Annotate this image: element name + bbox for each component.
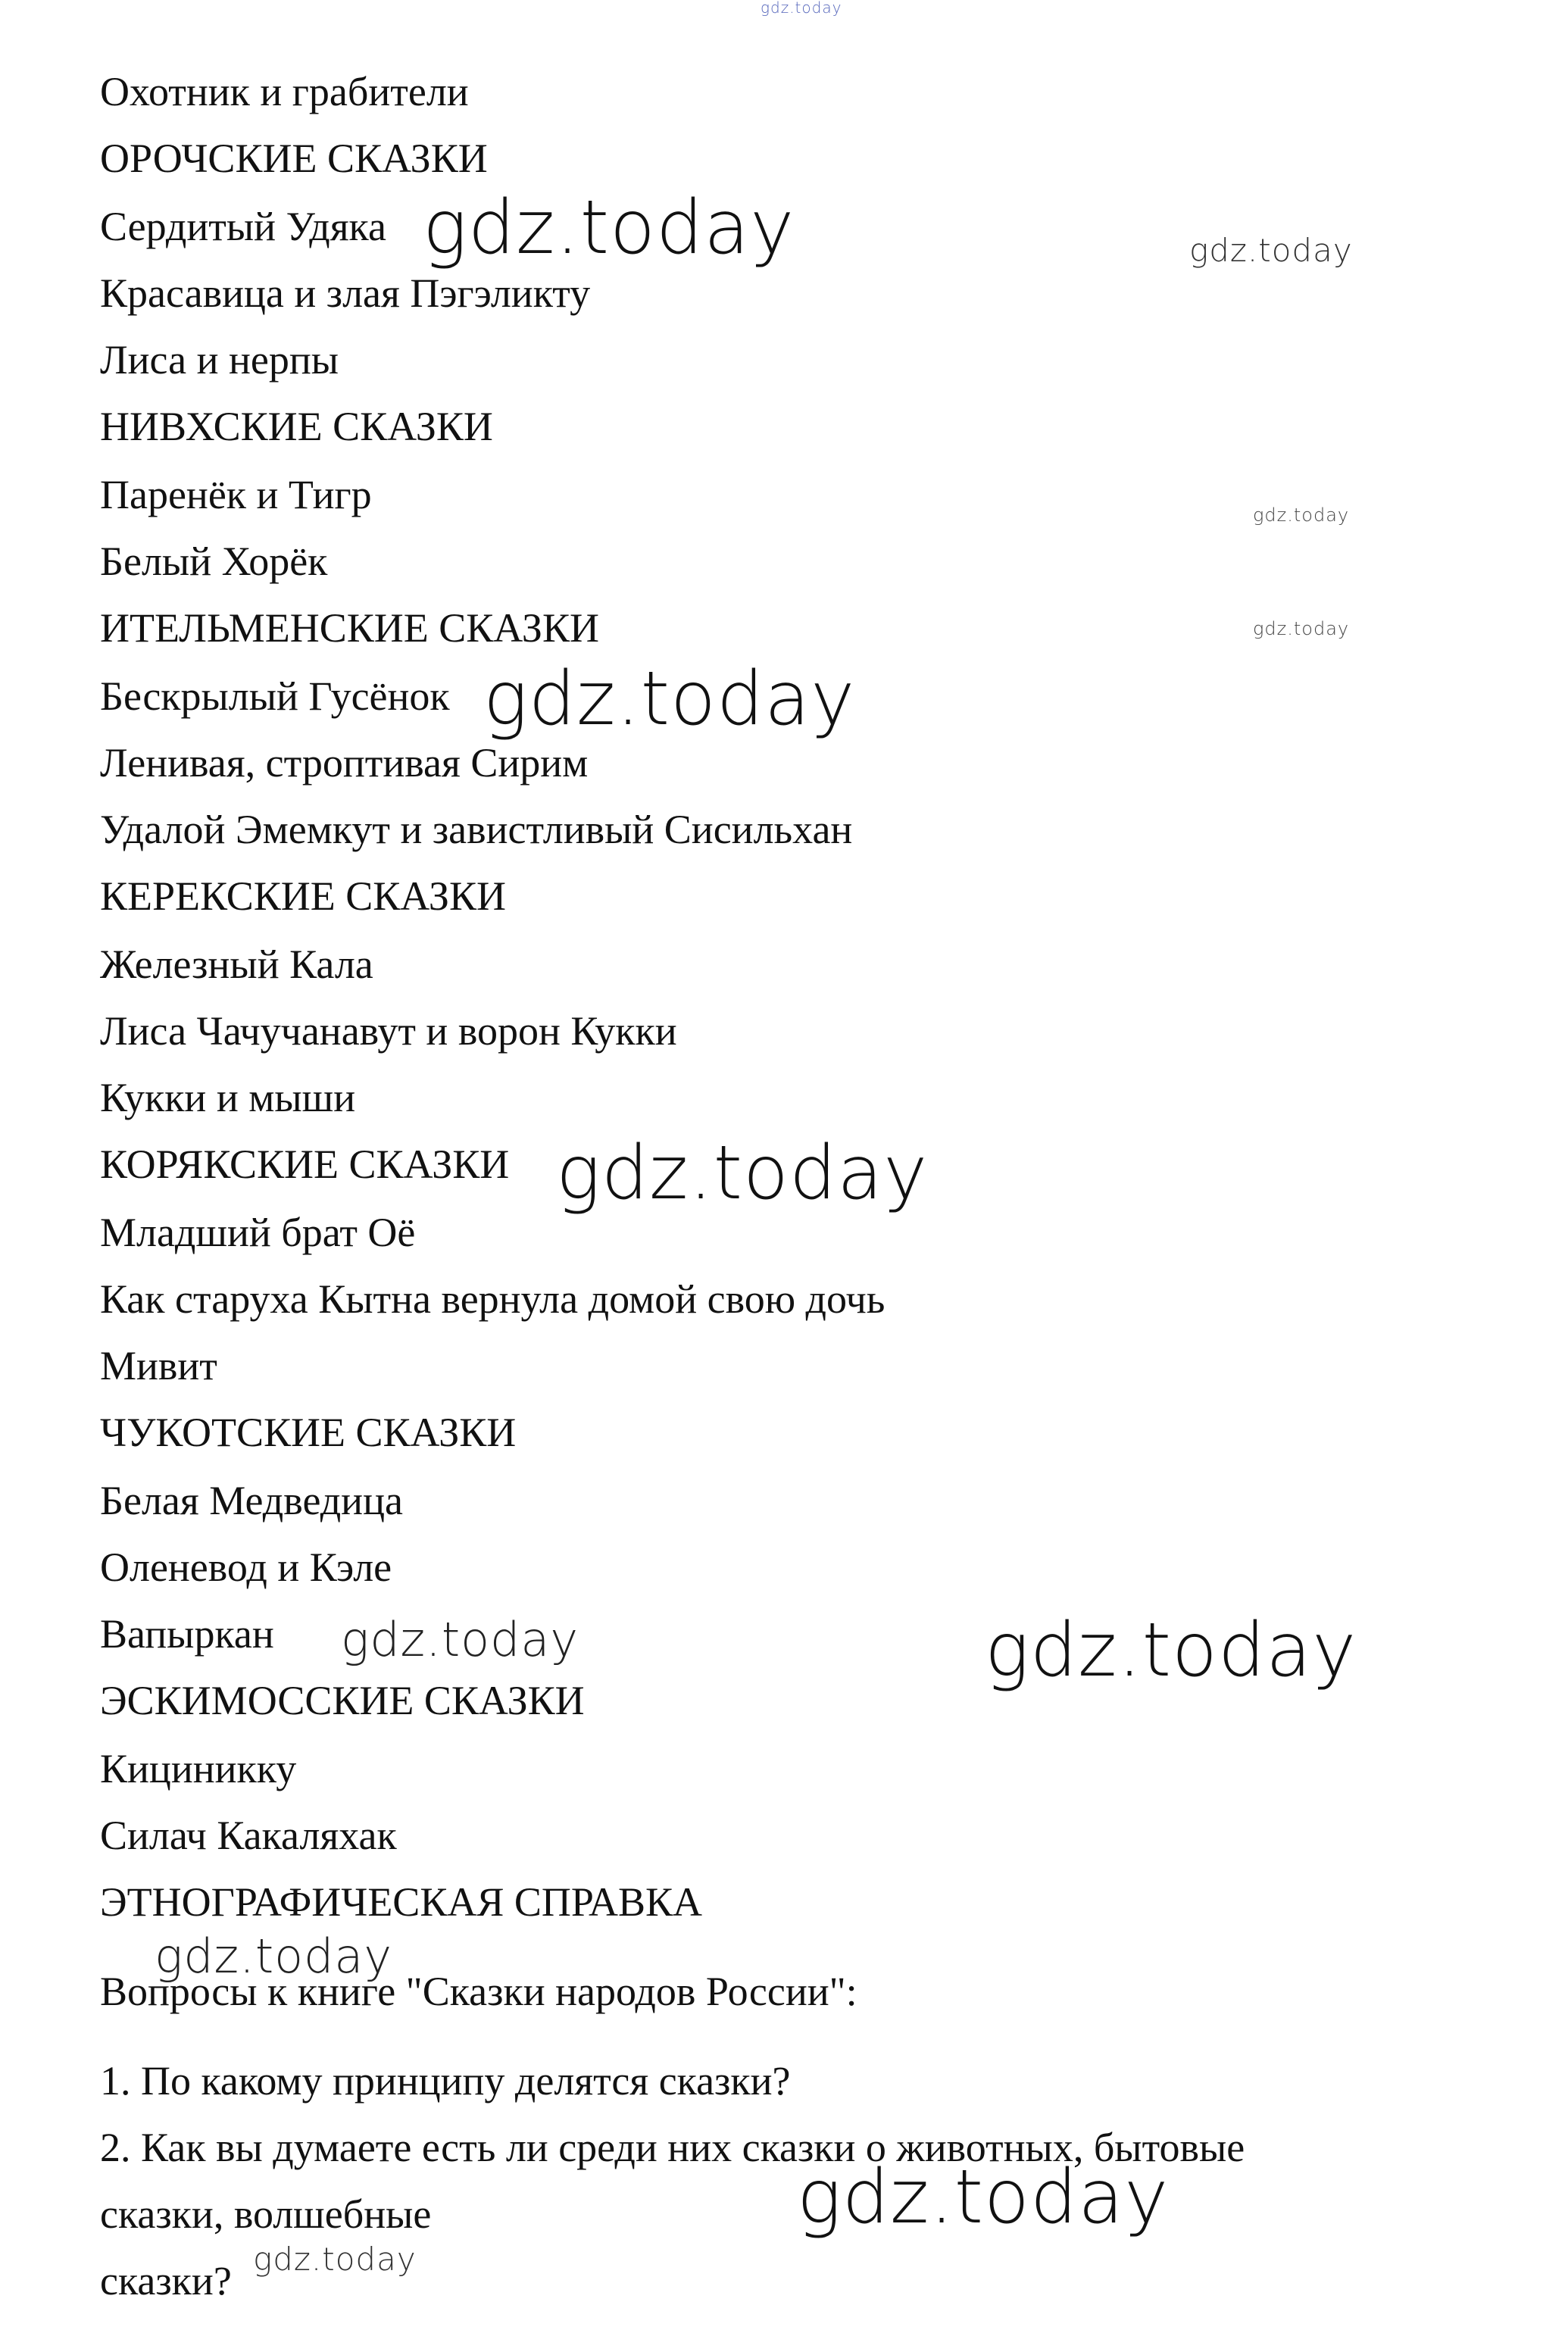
section-heading: ОРОЧСКИЕ СКАЗКИ <box>100 136 488 181</box>
toc-item: Красавица и злая Пэгэликту <box>100 270 591 316</box>
watermark: gdz.today <box>761 0 842 17</box>
toc-item: Как старуха Кытна вернула домой свою дочь <box>100 1276 886 1322</box>
toc-item: Силач Какаляхак <box>100 1813 397 1858</box>
watermark: gdz.today <box>253 2241 417 2278</box>
questions-heading: Вопросы к книге "Сказки народов России": <box>100 1969 857 2014</box>
toc-item: Белый Хорёк <box>100 539 328 584</box>
toc-item: Сердитый Удяка <box>100 204 386 249</box>
toc-item: Ленивая, строптивая Сирим <box>100 740 589 786</box>
section-heading: ЧУКОТСКИЕ СКАЗКИ <box>100 1410 517 1455</box>
watermark: gdz.today <box>1189 232 1353 269</box>
watermark: gdz.today <box>985 1607 1357 1694</box>
section-heading: КОРЯКСКИЕ СКАЗКИ <box>100 1142 510 1187</box>
section-heading: ЭСКИМОССКИЕ СКАЗКИ <box>100 1678 585 1723</box>
section-heading: КЕРЕКСКИЕ СКАЗКИ <box>100 873 506 919</box>
watermark: gdz.today <box>341 1612 579 1667</box>
toc-item: Паренёк и Тигр <box>100 472 372 517</box>
toc-item: Младший брат Оё <box>100 1210 416 1255</box>
section-heading: НИВХСКИЕ СКАЗКИ <box>100 404 493 449</box>
question-item: сказки? <box>100 2258 232 2303</box>
question-item: 2. Как вы думаете есть ли среди них сказки о животных, бытовые <box>100 2125 1245 2170</box>
question-item: 1. По какому принципу делятся сказки? <box>100 2058 791 2104</box>
question-item: сказки, волшебные <box>100 2191 432 2237</box>
toc-item: Охотник и грабители <box>100 69 469 114</box>
watermark: gdz.today <box>1253 618 1350 639</box>
toc-item: Белая Медведица <box>100 1478 403 1523</box>
toc-item: Железный Кала <box>100 942 373 987</box>
watermark: gdz.today <box>423 185 795 271</box>
toc-item: Вапыркан <box>100 1611 274 1657</box>
toc-item: Оленевод и Кэле <box>100 1544 392 1590</box>
watermark: gdz.today <box>556 1130 929 1217</box>
watermark: gdz.today <box>797 2154 1170 2241</box>
toc-item: Удалой Эмемкут и завистливый Сисильхан <box>100 807 853 852</box>
toc-item: Лиса и нерпы <box>100 337 339 383</box>
toc-item: Лиса Чачучанавут и ворон Кукки <box>100 1008 677 1054</box>
toc-item: Мивит <box>100 1343 217 1388</box>
toc-item: Кукки и мыши <box>100 1075 356 1120</box>
watermark: gdz.today <box>483 656 856 742</box>
watermark: gdz.today <box>1253 504 1350 526</box>
toc-item: Бескрылый Гусёнок <box>100 673 450 719</box>
toc-item: Кициникку <box>100 1746 297 1791</box>
watermark: gdz.today <box>155 1929 393 1984</box>
section-heading: ЭТНОГРАФИЧЕСКАЯ СПРАВКА <box>100 1879 703 1925</box>
section-heading: ИТЕЛЬМЕНСКИЕ СКАЗКИ <box>100 605 599 651</box>
